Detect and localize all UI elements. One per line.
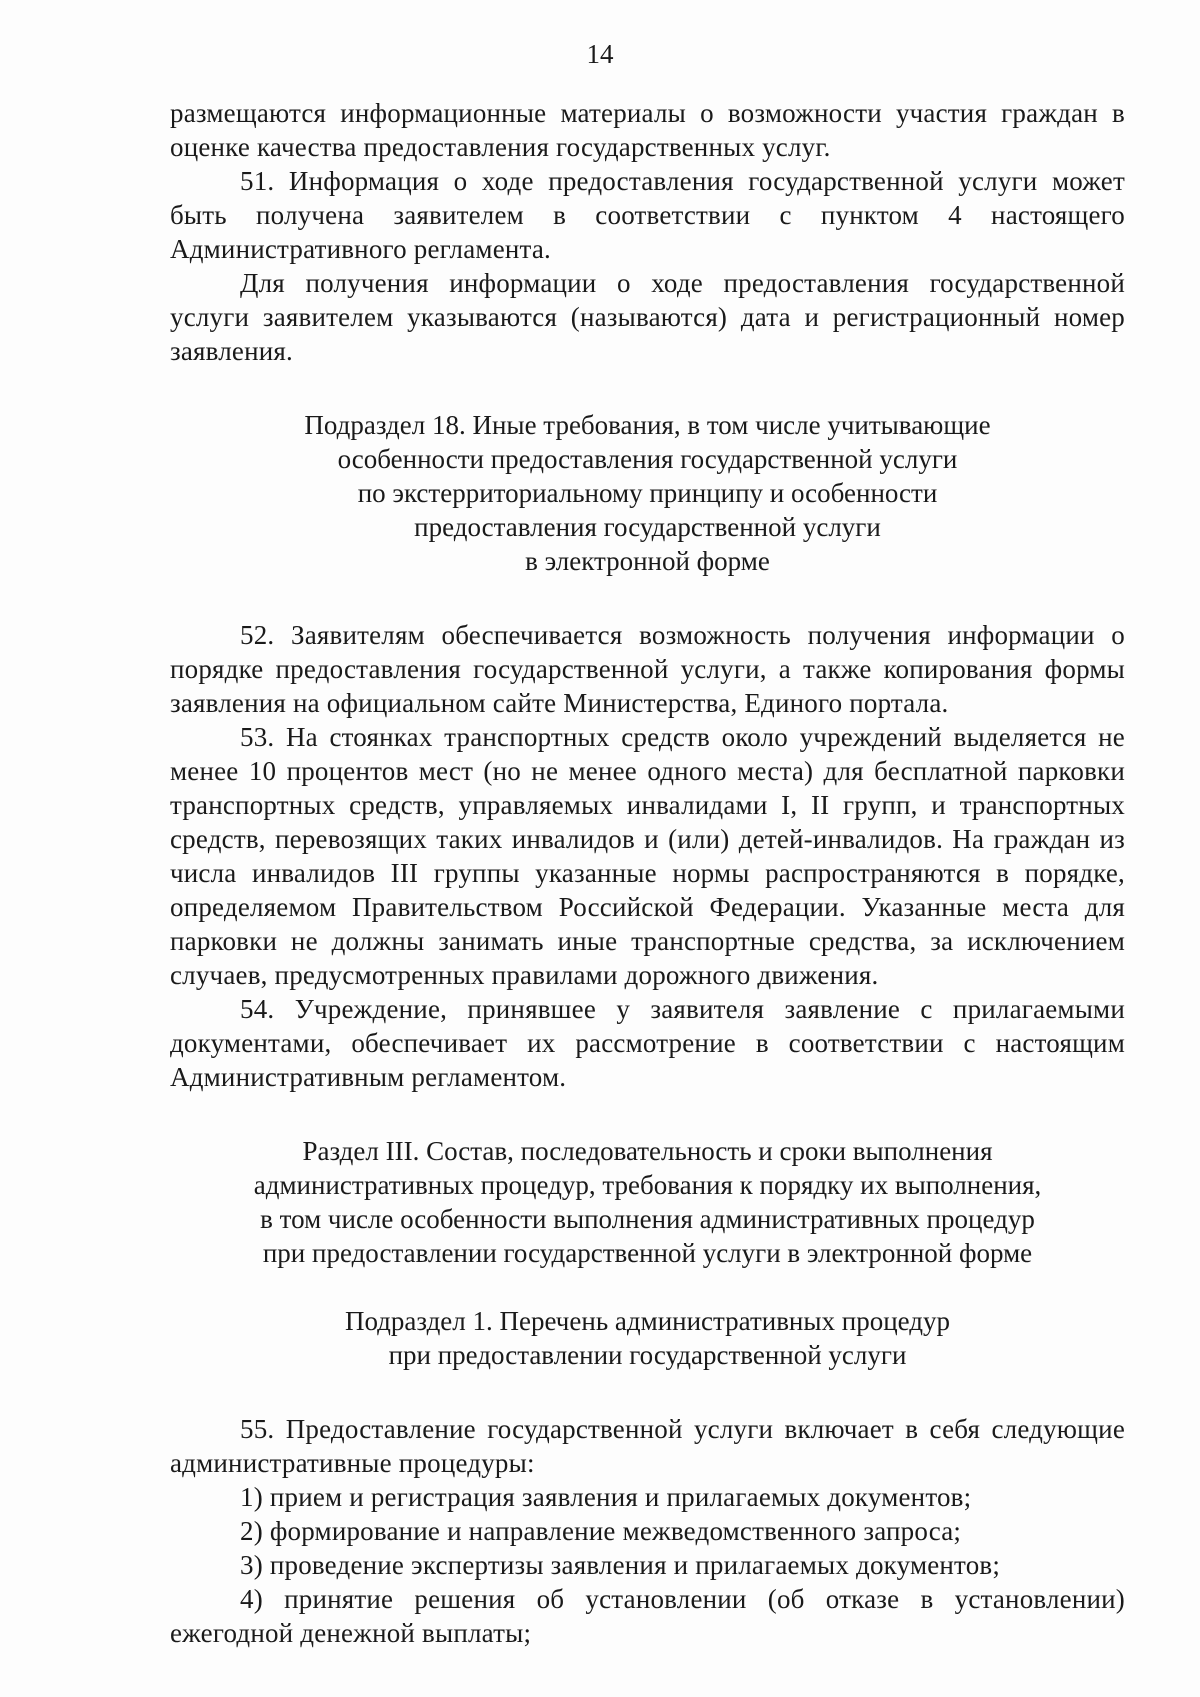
spacer bbox=[170, 1094, 1125, 1134]
list-item: 4) принятие решения об установлении (об отказе в установлении) ежегодной денежной выплаты; bbox=[170, 1584, 1125, 1648]
list-item: 2) формирование и направление межведомственного запроса; bbox=[240, 1516, 962, 1546]
heading-line: Подраздел 1. Перечень административных процедур bbox=[344, 1306, 951, 1336]
paragraph-continuation: размещаются информационные материалы о возможности участия граждан в оценке качества предоставления государственных услуг. bbox=[170, 98, 1125, 162]
heading-line: предоставления государственной услуги bbox=[414, 512, 881, 542]
spacer bbox=[170, 578, 1125, 618]
heading-line: Раздел III. Состав, последовательность и сроки выполнения bbox=[302, 1136, 993, 1166]
subsection-1-heading bbox=[170, 1304, 1125, 1372]
heading-line: Подраздел 18. Иные требования, в том числе учитывающие bbox=[304, 410, 991, 440]
heading-line: при предоставлении государственной услуги в электронной форме bbox=[262, 1238, 1033, 1268]
heading-line: при предоставлении государственной услуги bbox=[388, 1340, 907, 1370]
heading-line: особенности предоставления государственной услуги bbox=[337, 444, 958, 474]
heading-line: по экстерриториальному принципу и особенности bbox=[357, 478, 938, 508]
paragraph-item-51: 51. Информация о ходе предоставления государственной услуги может быть получена заявителем в соответствии с пунктом 4 настоящего Административного регламента. bbox=[170, 166, 1125, 264]
section-3-heading bbox=[170, 1134, 1125, 1270]
heading-line: в том числе особенности выполнения административных процедур bbox=[260, 1204, 1035, 1234]
page-number: 14 bbox=[586, 39, 614, 69]
paragraph-item-53: 53. На стоянках транспортных средств около учреждений выделяется не менее 10 процентов мест (но не менее одного места) для бесплатной парковки транспортных средств, управляемых инвалидами I, II групп, и транспортных средств, перевозящих таких инвалидов и (или) детей-инвалидов. На граждан из числа инвалидов III группы указанные нормы распространяются в порядке, определяемом Правительством Российской Федерации. Указанные места для парковки не должны занимать иные транспортные средства, за исключением случаев, предусмотренных правилами дорожного движения. bbox=[170, 722, 1125, 990]
spacer bbox=[170, 1372, 1125, 1412]
subsection-18-heading bbox=[170, 408, 1125, 578]
paragraph-item-54: 54. Учреждение, принявшее у заявителя заявление с прилагаемыми документами, обеспечивает их рассмотрение в соответствии с настоящим Административным регламентом. bbox=[170, 994, 1125, 1092]
list-item: 3) проведение экспертизы заявления и прилагаемых документов; bbox=[240, 1550, 1001, 1580]
document-body bbox=[170, 96, 1125, 1650]
heading-line: административных процедур, требования к порядку их выполнения, bbox=[253, 1170, 1042, 1200]
paragraph-item-51-info: Для получения информации о ходе предоставления государственной услуги заявителем указываются (называются) дата и регистрационный номер заявления. bbox=[170, 268, 1125, 366]
heading-line: в электронной форме bbox=[525, 546, 770, 576]
list-item: 1) прием и регистрация заявления и прилагаемых документов; bbox=[240, 1482, 972, 1512]
paragraph-item-52: 52. Заявителям обеспечивается возможность получения информации о порядке предоставления государственной услуги, а также копирования формы заявления на официальном сайте Министерства, Единого портала. bbox=[170, 620, 1125, 718]
paragraph-item-55: 55. Предоставление государственной услуги включает в себя следующие административные процедуры: bbox=[170, 1414, 1125, 1478]
spacer bbox=[170, 1270, 1125, 1304]
spacer bbox=[170, 368, 1125, 408]
